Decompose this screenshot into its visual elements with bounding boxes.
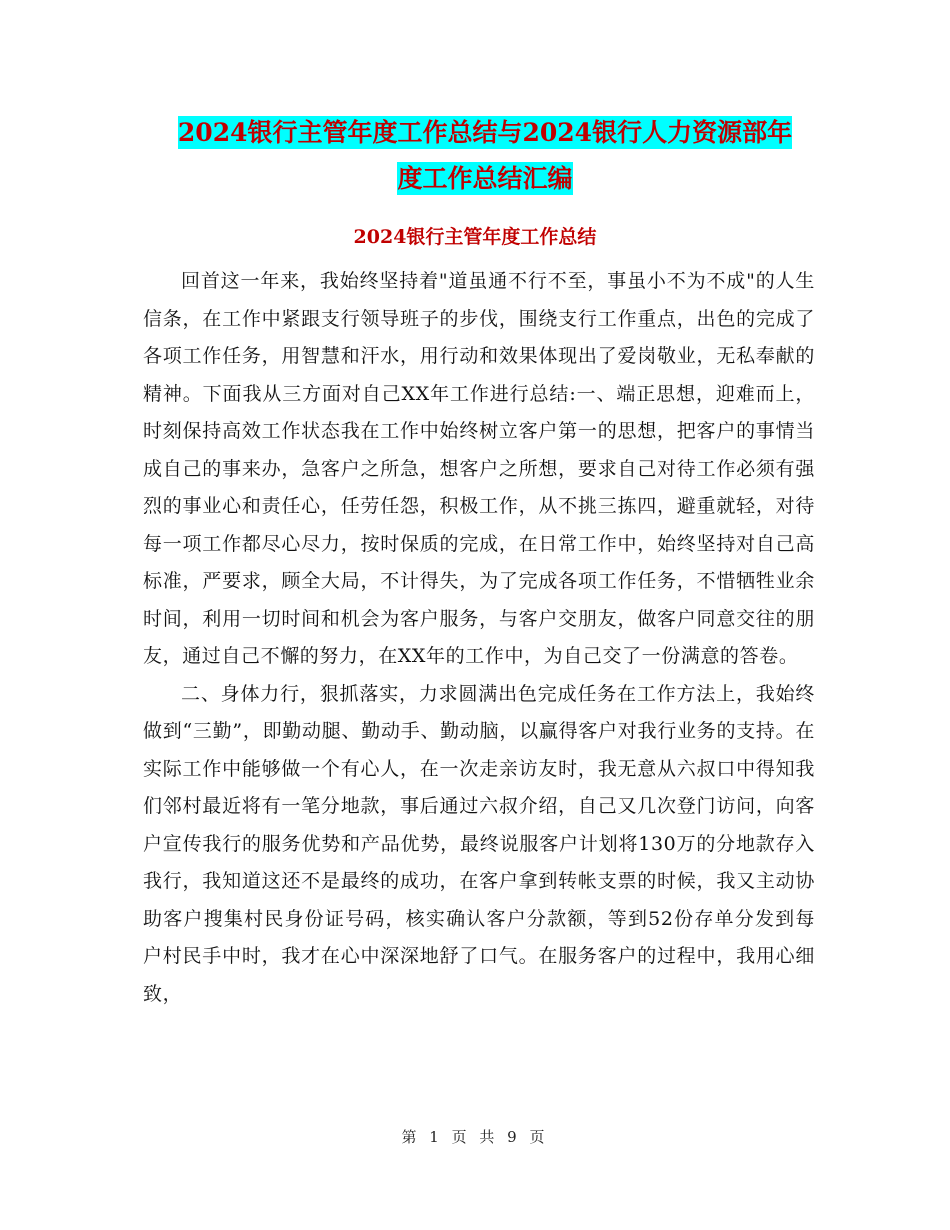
body-paragraph-2: 二、身体力行，狠抓落实，力求圆满出色完成任务在工作方法上，我始终做到“三勤”，即勤动腿、勤动手、勤动脑，以赢得客户对我行业务的支持。在实际工作中能够做一个有心人，在一次走亲访友时，我无意从六叔口中得知我们邻村最近将有一笔分地款，事后通过六叔介绍，自己又几次登门访问，向客户宣传我行的服务优势和产品优势，最终说服客户计划将130万的分地款存入我行，我知道这还不是最终的成功，在客户拿到转帐支票的时候，我又主动协助客户搜集村民身份证号码，核实确认客户分款额，等到52份存单分发到每户村民手中时，我才在心中深深地舒了口气。在服务客户的过程中，我用心细致， [143, 682, 815, 1005]
document-title-line2: 度工作总结汇编 [397, 164, 573, 193]
body-paragraph-1: 回首这一年来，我始终坚持着"道虽通不行不至，事虽小不为不成"的人生信条，在工作中紧跟支行领导班子的步伐，围绕支行工作重点，出色的完成了各项工作任务，用智慧和汗水，用行动和效果体现出了爱岗敬业，无私奉献的精神。下面我从三方面对自己XX年工作进行总结:一、端正思想，迎难而上，时刻保持高效工作状态我在工作中始终树立客户第一的思想，把客户的事情当成自己的事来办，急客户之所急，想客户之所想，要求自己对待工作必须有强烈的事业心和责任心，任劳任怨，积极工作，从不挑三拣四，避重就轻，对待每一项工作都尽心尽力，按时保质的完成，在日常工作中，始终坚持对自己高标准，严要求，顾全大局，不计得失，为了完成各项工作任务，不惜牺牲业余时间，利用一切时间和机会为客户服务，与客户交朋友，做客户同意交往的朋友，通过自己不懈的努力，在XX年的工作中，为自己交了一份满意的答卷。 [143, 270, 815, 667]
document-title-line1: 2024银行主管年度工作总结与2024银行人力资源部年 [177, 118, 793, 147]
section-title: 2024银行主管年度工作总结 [353, 226, 597, 248]
document-body [143, 263, 815, 1013]
document-title [140, 110, 830, 202]
page-number-footer: 第 1 页 共 9 页 [401, 1128, 549, 1146]
